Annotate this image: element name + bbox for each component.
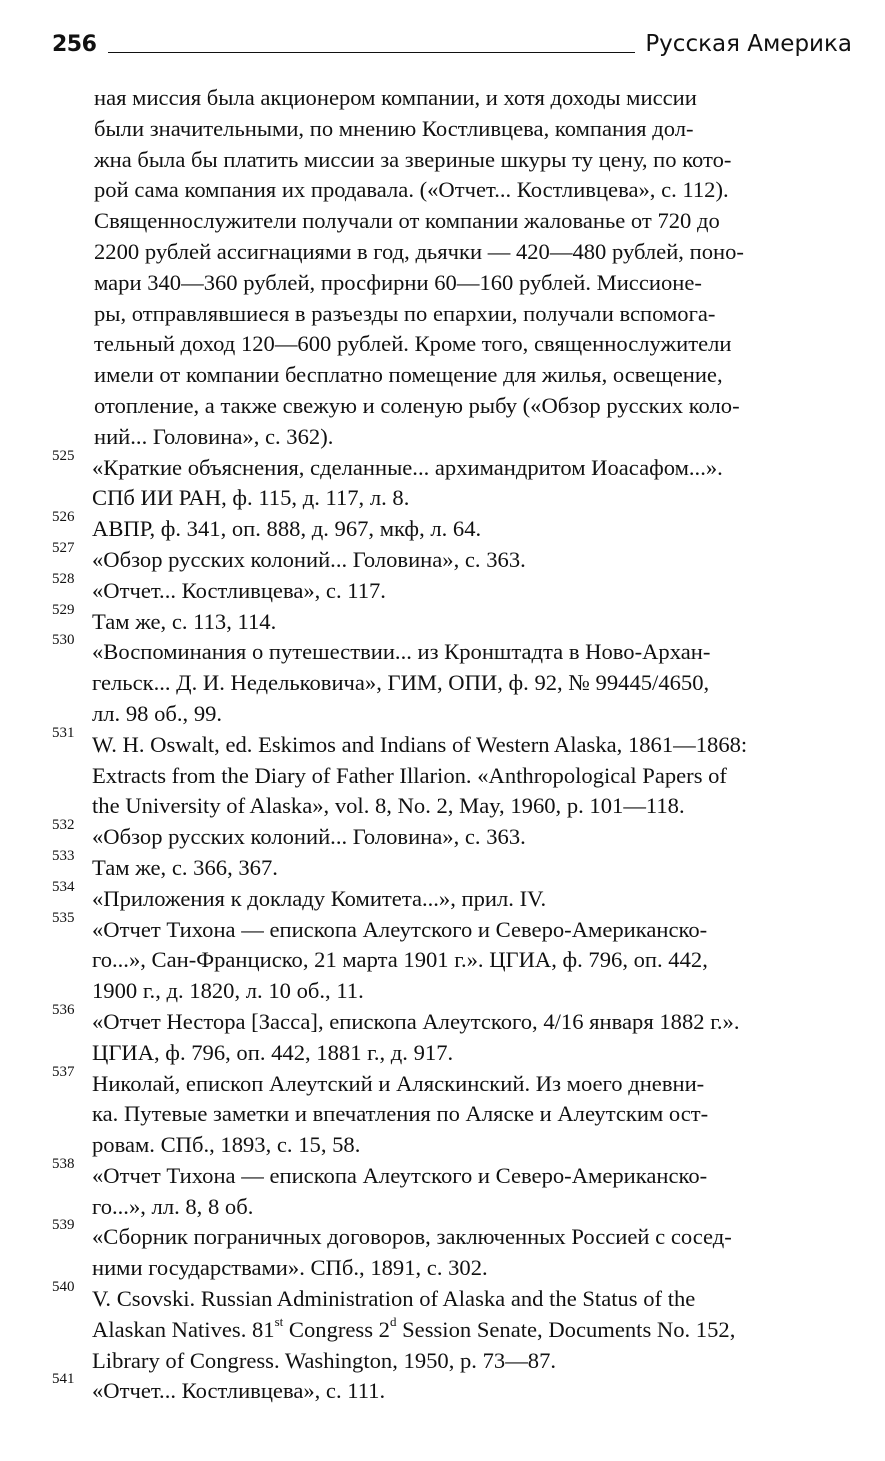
footnote-line: ними государствами». СПб., 1891, с. 302. — [92, 1255, 488, 1281]
footnote-number: 535 — [52, 909, 75, 926]
footnote-number: 537 — [52, 1063, 75, 1080]
footnote-line: Там же, с. 366, 367. — [92, 854, 278, 880]
footnote-line: ЦГИА, ф. 796, оп. 442, 1881 г., д. 917. — [92, 1039, 454, 1065]
footnote-531 — [52, 724, 854, 822]
footnote-line: ровам. СПб., 1893, с. 15, 58. — [92, 1132, 361, 1158]
page-content — [52, 83, 854, 1407]
footnote-number: 539 — [52, 1217, 75, 1234]
text-line: рой сама компания их продавала. («Отчет... Костливцева», с. 112). — [94, 177, 729, 203]
footnote-line: «Отчет... Костливцева», с. 117. — [92, 577, 386, 603]
running-title: Русская Америка — [645, 31, 852, 57]
footnote-533 — [52, 847, 854, 884]
footnote-number: 530 — [52, 632, 75, 649]
footnote-540 — [52, 1279, 854, 1376]
footnote-number: 541 — [52, 1371, 75, 1388]
footnote-line: «Отчет Нестора [Засса], епископа Алеутского, 4/16 января 1882 г.». — [92, 1008, 740, 1034]
footnote-line: «Отчет... Костливцева», с. 111. — [92, 1378, 386, 1404]
footnote-line: «Отчет Тихона — епископа Алеутского и Северо-Американско- — [92, 1162, 708, 1188]
footnote-526 — [52, 509, 854, 545]
footnote-line: го...», лл. 8, 8 об. — [92, 1193, 254, 1219]
footnote-number: 528 — [52, 570, 75, 587]
page-number: 256 — [52, 32, 97, 57]
footnote-number: 532 — [52, 817, 75, 834]
footnote-line: гельск... Д. И. Недельковича», ГИМ, ОПИ, ф. 92, № 99445/4650, — [92, 670, 710, 696]
footnote-line: «Воспоминания о путешествии... из Кронштадта в Ново-Архан- — [92, 639, 711, 665]
text-line: Священнослужители получали от компании жалованье от 720 до — [94, 208, 720, 234]
footnote-number: 526 — [52, 509, 75, 526]
text-line: ная миссия была акционером компании, и хотя доходы миссии — [94, 85, 697, 110]
footnote-527 — [52, 539, 854, 576]
footnote-line: V. Csovski. Russian Administration of Alaska and the Status of the — [92, 1286, 696, 1312]
text-line: отопление, а также свежую и соленую рыбу («Обзор русских коло- — [94, 392, 740, 418]
footnote-530 — [52, 632, 854, 729]
footnote-538 — [52, 1155, 854, 1223]
header-rule — [108, 52, 635, 53]
footnote-line: W. H. Oswalt, ed. Eskimos and Indians of Western Alaska, 1861—1868: — [92, 731, 748, 757]
footnote-number: 540 — [52, 1279, 75, 1296]
footnote-534 — [52, 878, 854, 915]
footnote-line: «Обзор русских колоний... Головина», с. 363. — [92, 824, 526, 850]
text-line: имели от компании бесплатно помещение для жилья, освещение, — [94, 362, 723, 388]
footnote-number: 531 — [52, 724, 75, 741]
footnote-line: го...», Сан-Франциско, 21 марта 1901 г.». ЦГИА, ф. 796, оп. 442, — [92, 947, 708, 973]
text-run: Alaskan Natives. 81 — [92, 1316, 275, 1342]
text-line: тельный доход 120—600 рублей. Кроме того, священнослужители — [94, 331, 732, 357]
footnote-532 — [52, 817, 854, 853]
footnote-528 — [52, 570, 854, 607]
footnote-536 — [52, 1001, 854, 1069]
footnote-line: ка. Путевые заметки и впечатления по Аляске и Алеутским ост- — [92, 1101, 709, 1127]
footnote-525 — [52, 447, 854, 515]
footnote-line — [52, 1315, 854, 1346]
text-line: жна была бы платить миссии за звериные шкуры ту цену, по кото- — [94, 146, 732, 172]
footnote-number: 525 — [52, 447, 75, 464]
footnote-line: «Сборник пограничных договоров, заключенных Россией с сосед- — [92, 1224, 732, 1250]
footnote-539 — [52, 1217, 854, 1284]
footnote-529 — [52, 601, 854, 638]
text-line: мари 340—360 рублей, просфирни 60—160 рублей. Миссионе- — [94, 269, 702, 295]
footnote-535 — [52, 909, 854, 1007]
text-line: 2200 рублей ассигнациями в год, дьячки — 420—480 рублей, поно- — [94, 238, 744, 264]
footnote-line: лл. 98 об., 99. — [92, 700, 223, 726]
footnote-line: Там же, с. 113, 114. — [92, 608, 277, 634]
footnote-541 — [52, 1371, 854, 1407]
ordinal-superscript: st — [274, 1314, 284, 1330]
text-run: Congress 2 — [283, 1316, 390, 1342]
footnote-line: Николай, епископ Алеутский и Аляскинский. Из моего дневни- — [92, 1070, 705, 1096]
text-line: ры, отправлявшиеся в разъезды по епархии, получали вспомога- — [94, 300, 716, 326]
footnote-line: «Обзор русских колоний... Головина», с. 363. — [92, 546, 526, 572]
footnote-line: Extracts from the Diary of Father Illarion. «Anthropological Papers of — [92, 762, 727, 788]
footnote-line: «Отчет Тихона — епископа Алеутского и Северо-Американско- — [92, 916, 708, 942]
text-run: Session Senate, Documents No. 152, — [396, 1316, 736, 1342]
footnote-number: 533 — [52, 847, 75, 864]
footnote-line: the University of Alaska», vol. 8, No. 2, May, 1960, p. 101—118. — [92, 793, 685, 819]
footnote-537 — [52, 1063, 854, 1161]
footnote-number: 536 — [52, 1001, 75, 1018]
footnote-line: АВПР, ф. 341, оп. 888, д. 967, мкф, л. 64. — [92, 516, 482, 542]
text-line: были значительными, по мнению Костливцева, компания дол- — [94, 115, 694, 141]
text-line: ний... Головина», с. 362). — [94, 423, 334, 449]
footnote-number: 538 — [52, 1155, 75, 1172]
footnote-line: СПб ИИ РАН, ф. 115, д. 117, л. 8. — [92, 485, 410, 511]
footnote-line: «Краткие объяснения, сделанные... архимандритом Иоасафом...». — [92, 454, 723, 480]
page-header — [52, 28, 852, 62]
footnote-number: 534 — [52, 878, 75, 895]
ordinal-superscript: d — [389, 1314, 397, 1330]
footnote-number: 529 — [52, 601, 75, 618]
footnote-line: 1900 г., д. 1820, л. 10 об., 11. — [92, 978, 364, 1004]
continuation-paragraph — [52, 83, 854, 453]
footnote-number: 527 — [52, 539, 75, 556]
footnote-line: «Приложения к докладу Комитета...», прил. IV. — [92, 885, 547, 911]
footnote-line: Library of Congress. Washington, 1950, p. 73—87. — [92, 1347, 557, 1373]
